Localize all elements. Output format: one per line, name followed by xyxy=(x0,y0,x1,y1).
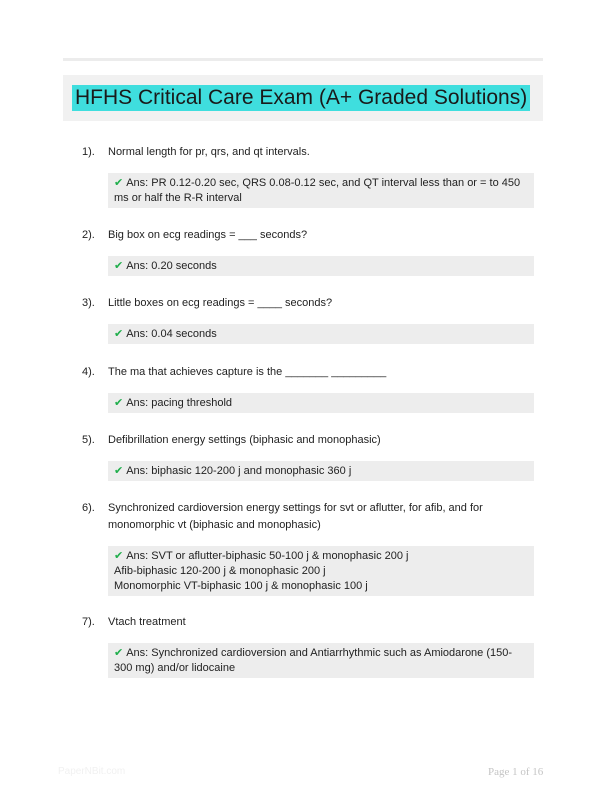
answer-text: Ans: Synchronized cardioversion and Antiarrhythmic such as Amiodarone (150-300 mg) and/or lidocaine xyxy=(114,647,513,674)
answer-box xyxy=(108,324,534,344)
checkmark-icon: ✔ xyxy=(114,464,124,477)
checkmark-icon: ✔ xyxy=(114,176,124,189)
answer-box xyxy=(108,461,534,481)
question-item-5 xyxy=(82,432,534,481)
question-number: 1). xyxy=(82,146,95,158)
question-text: Big box on ecg readings = ___ seconds? xyxy=(108,229,308,241)
checkmark-icon: ✔ xyxy=(114,327,124,340)
question-item-4 xyxy=(82,364,534,413)
question-item-6 xyxy=(82,500,534,596)
answer-box xyxy=(108,393,534,413)
question-number: 6). xyxy=(82,502,95,514)
checkmark-icon: ✔ xyxy=(114,396,124,409)
answer-text: Ans: 0.20 seconds xyxy=(126,260,217,272)
answer-box xyxy=(108,173,534,208)
answer-text: Ans: 0.04 seconds xyxy=(126,328,217,340)
question-number: 7). xyxy=(82,616,95,628)
checkmark-icon: ✔ xyxy=(114,549,124,562)
checkmark-icon: ✔ xyxy=(114,259,124,272)
answer-text: Ans: pacing threshold xyxy=(126,397,233,409)
answer-box xyxy=(108,643,534,678)
question-number: 5). xyxy=(82,434,95,446)
checkmark-icon: ✔ xyxy=(114,646,124,659)
question-number: 3). xyxy=(82,297,95,309)
question-text: Synchronized cardioversion energy settings for svt or aflutter, for afib, and for monomorphic vt (biphasic and monophasic) xyxy=(108,502,483,531)
footer-watermark: PaperNBit.com xyxy=(58,766,126,777)
answer-text: Ans: SVT or aflutter-biphasic 50-100 j & monophasic 200 j xyxy=(126,550,409,562)
answer-text: Ans: PR 0.12-0.20 sec, QRS 0.08-0.12 sec, and QT interval less than or = to 450 ms or half the R-R interval xyxy=(114,177,521,204)
page-number: Page 1 of 16 xyxy=(488,766,544,778)
top-divider xyxy=(63,58,543,61)
question-text: Normal length for pr, qrs, and qt intervals. xyxy=(108,146,310,158)
question-item-1 xyxy=(82,144,534,208)
question-number: 2). xyxy=(82,229,95,241)
answer-text: Monomorphic VT-biphasic 100 j & monophasic 100 j xyxy=(114,580,368,592)
question-number: 4). xyxy=(82,366,95,378)
page-title: HFHS Critical Care Exam (A+ Graded Solutions) xyxy=(72,85,530,111)
question-text: Vtach treatment xyxy=(108,616,186,628)
answer-box xyxy=(108,256,534,276)
question-text: Little boxes on ecg readings = ____ seconds? xyxy=(108,297,333,309)
answer-box xyxy=(108,546,534,596)
title-banner xyxy=(63,75,543,121)
question-item-7 xyxy=(82,614,534,678)
answer-text: Afib-biphasic 120-200 j & monophasic 200 j xyxy=(114,565,326,577)
question-item-2 xyxy=(82,227,534,276)
question-text: The ma that achieves capture is the _______ _________ xyxy=(108,366,387,378)
question-text: Defibrillation energy settings (biphasic and monophasic) xyxy=(108,434,381,446)
question-item-3 xyxy=(82,295,534,344)
answer-text: Ans: biphasic 120-200 j and monophasic 360 j xyxy=(126,465,352,477)
